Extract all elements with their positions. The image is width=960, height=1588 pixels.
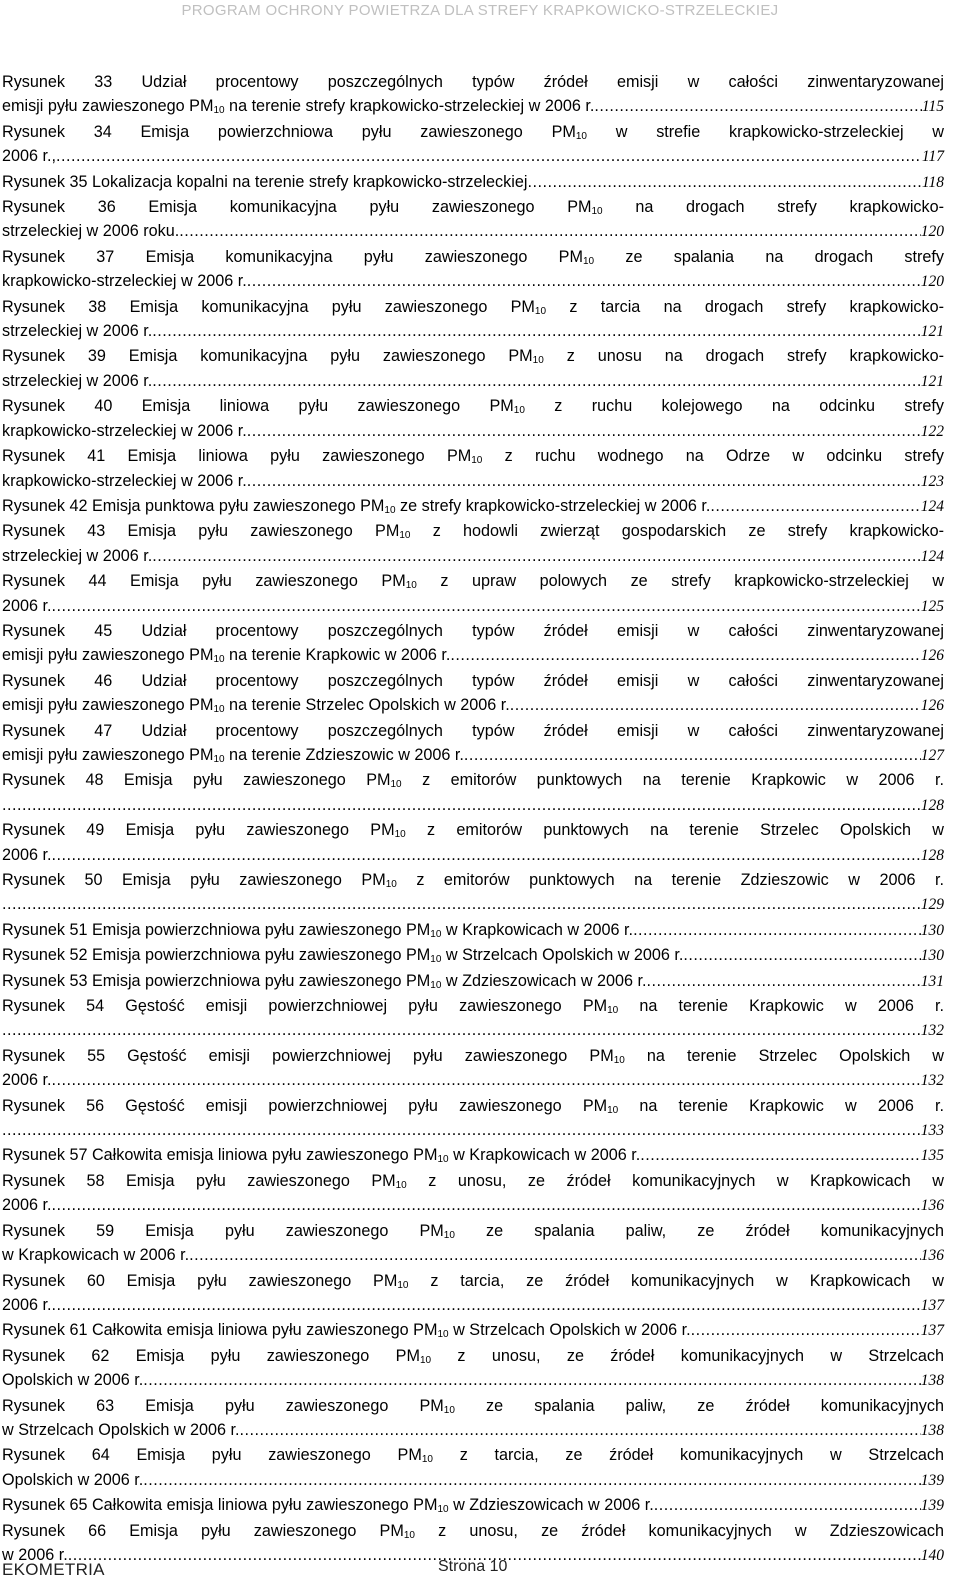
toc-entry[interactable] [2, 669, 944, 719]
toc-entry-text: Rysunek 53 Emisja powierzchniowa pyłu zawieszonego $PM_{10}$ w Zdzieszowicach w 2006 r. [2, 971, 647, 991]
toc-entry-text: 2006 r. [2, 596, 52, 615]
toc-page-number: 126 [920, 697, 944, 715]
toc-entry-line: Rysunek 50 Emisja pyłu zawieszonego $PM_{10}$ z emitorów punktowych na terenie Zdzieszowic w 2006 r. [2, 871, 945, 890]
toc-entry-line: Rysunek 55 Gęstość emisji powierzchniowej pyłu zawieszonego $PM_{10}$ na terenie Strzelec Opolskich w [2, 1046, 944, 1066]
toc-entry[interactable] [2, 295, 944, 345]
toc-entry-text: Opolskich w 2006 r. [2, 1371, 144, 1390]
toc-entry-line [2, 793, 944, 818]
toc-entry-line [2, 1418, 944, 1443]
toc-entry-line [2, 1018, 944, 1043]
toc-entry-line [2, 419, 944, 444]
toc-page-number: 136 [920, 1247, 944, 1265]
dot-leader [189, 1243, 921, 1267]
toc-page-number: 121 [920, 372, 944, 390]
toc-page-number: 137 [920, 1296, 944, 1314]
toc-entry[interactable] [2, 519, 944, 569]
toc-entry-line [2, 843, 944, 868]
dot-leader [247, 419, 921, 443]
toc-entry-line: Rysunek 58 Emisja pyłu zawieszonego $PM_{10}$ z unosu, ze źródeł komunikacyjnych w Krapkowicach w [2, 1171, 944, 1191]
toc-entry-line [2, 1193, 944, 1218]
toc-entry-line: Rysunek 41 Emisja liniowa pyłu zawieszonego $PM_{10}$ z ruchu wodnego na Odrze w odcinku strefy [2, 447, 944, 467]
toc-entry-line [2, 969, 944, 994]
toc-page-number: 140 [920, 1546, 944, 1564]
dot-leader [56, 144, 922, 168]
toc-page-number: 115 [921, 98, 944, 116]
toc-entry-line [2, 892, 944, 917]
toc-page-number: 122 [920, 422, 944, 440]
toc-entry-text: Rysunek 61 Całkowita emisja liniowa pyłu zawieszonego $PM_{10}$ w Strzelcach Opolskich w 2006 r. [2, 1321, 691, 1341]
toc-entry-text: strzeleckiej w 2006 r. [2, 546, 153, 565]
toc-entry-line [2, 918, 944, 943]
footer-company: EKOMETRIA [2, 1560, 105, 1579]
toc-entry-line [2, 1243, 944, 1268]
toc-entry-line [2, 170, 944, 195]
toc-entry[interactable] [2, 1394, 944, 1444]
toc-page-number: 129 [920, 896, 944, 914]
toc-entry-line [2, 1068, 944, 1093]
toc-entry[interactable] [2, 245, 944, 295]
toc-entry-text: strzeleckiej w 2006 r. [2, 371, 153, 390]
dot-leader [527, 170, 921, 194]
dot-leader [691, 1318, 921, 1342]
toc-entry-text: Rysunek 35 Lokalizacja kopalni na terenie strefy krapkowicko-strzeleckiej [2, 172, 528, 191]
list-of-figures [2, 70, 944, 1568]
toc-entry-line: Rysunek 48 Emisja pyłu zawieszonego $PM_{10}$ z emitorów punktowych na terenie Krapkowic w 2006 r. [2, 771, 944, 791]
toc-entry[interactable] [2, 344, 944, 394]
dot-leader [710, 494, 920, 518]
toc-entry-text: Rysunek 42 Emisja punktowa pyłu zawieszonego $PM_{10}$ ze strefy krapkowicko-strzeleckiej w 2006 r. [2, 496, 711, 516]
toc-page-number: 124 [920, 547, 944, 565]
toc-entry-line [2, 1118, 944, 1143]
dot-leader [52, 1193, 921, 1217]
toc-entry[interactable] [2, 120, 944, 170]
toc-entry-line [2, 643, 944, 668]
toc-page-number: 135 [920, 1147, 944, 1165]
toc-entry-line [2, 369, 944, 394]
toc-entry-text: 2006 r. [2, 1295, 52, 1314]
dot-leader [450, 643, 920, 667]
dot-leader [152, 369, 921, 393]
toc-entry-text: 2006 r. [2, 1071, 52, 1090]
toc-entry-text: emisji pyłu zawieszonego $PM_{10}$ na terenie Strzelec Opolskich w 2006 r. [2, 696, 510, 716]
toc-entry-line [2, 1493, 944, 1518]
toc-page-number: 123 [920, 472, 944, 490]
toc-entry[interactable] [2, 1169, 944, 1219]
toc-entry-line [2, 1468, 944, 1493]
toc-entry[interactable] [2, 818, 944, 868]
toc-page-number: 137 [920, 1322, 944, 1340]
toc-entry-line: Rysunek 49 Emisja pyłu zawieszonego $PM_{10}$ z emitorów punktowych na terenie Strzelec Opolskich w [2, 821, 945, 841]
dot-leader [152, 544, 921, 568]
toc-entry-line: Rysunek 34 Emisja powierzchniowa pyłu zawieszonego $PM_{10}$ w strefie krapkowicko-strzeleckiej w [2, 122, 944, 142]
toc-entry-text: Rysunek 51 Emisja powierzchniowa pyłu zawieszonego $PM_{10}$ w Krapkowicach w 2006 r. [2, 920, 634, 940]
toc-entry-line: Rysunek 54 Gęstość emisji powierzchniowej pyłu zawieszonego $PM_{10}$ na terenie Krapkowic w 2006 r. [2, 997, 944, 1017]
dot-leader [179, 219, 921, 243]
toc-entry-line: Rysunek 43 Emisja pyłu zawieszonego $PM_{10}$ z hodowli zwierząt gospodarskich ze strefy krapkowicko- [2, 522, 945, 542]
toc-page-number: 121 [920, 323, 944, 341]
toc-entry-text: Rysunek 65 Całkowita emisja liniowa pyłu zawieszonego $PM_{10}$ w Zdzieszowicach w 2006 r. [2, 1496, 654, 1516]
toc-entry-line: Rysunek 44 Emisja pyłu zawieszonego $PM_{10}$ z upraw polowych ze strefy krapkowicko-strzeleckiej w [2, 572, 945, 592]
toc-entry-text: w 2006 r. [2, 1545, 68, 1564]
toc-entry[interactable] [2, 1143, 944, 1168]
dot-leader [2, 793, 921, 817]
toc-entry-text: krapkowicko-strzeleckiej w 2006 r. [2, 471, 247, 490]
footer-page-number: Strona 10 [438, 1558, 508, 1575]
dot-leader [683, 943, 920, 967]
toc-entry-line [2, 94, 944, 119]
toc-entry[interactable] [2, 619, 944, 669]
toc-entry[interactable] [2, 70, 944, 120]
dot-leader [247, 269, 921, 293]
running-header: PROGRAM OCHRONY POWIETRZA DLA STREFY KRAPKOWICKO-STRZELECKIEJ [181, 2, 779, 19]
toc-entry-line [2, 469, 944, 494]
toc-entry-line [2, 943, 944, 968]
toc-entry[interactable] [2, 1044, 944, 1094]
toc-entry-text: w Strzelcach Opolskich w 2006 r. [2, 1420, 240, 1439]
toc-entry-text: emisji pyłu zawieszonego $PM_{10}$ na terenie strefy krapkowicko-strzeleckiej w 2006 r. [2, 97, 595, 117]
toc-page-number: 130 [920, 947, 944, 965]
dot-leader [594, 94, 922, 118]
dot-leader [52, 1068, 921, 1092]
toc-entry-line [2, 1318, 944, 1343]
toc-entry-line: Rysunek 60 Emisja pyłu zawieszonego $PM_{10}$ z tarcia, ze źródeł komunikacyjnych w Krapkowicach w [2, 1271, 944, 1291]
dot-leader [143, 1368, 920, 1392]
toc-entry-line [2, 743, 944, 768]
toc-page-number: 133 [920, 1122, 944, 1140]
toc-entry[interactable] [2, 1443, 944, 1493]
dot-leader [640, 1143, 921, 1167]
toc-entry[interactable] [2, 868, 944, 918]
toc-entry[interactable] [2, 719, 944, 769]
dot-leader [510, 693, 921, 717]
toc-entry-line [2, 494, 944, 519]
toc-entry-line [2, 144, 944, 169]
dot-leader [633, 918, 921, 942]
toc-entry-text: 2006 r., [2, 147, 56, 166]
toc-entry-line: Rysunek 66 Emisja pyłu zawieszonego $PM_{10}$ z unosu, ze źródeł komunikacyjnych w Zdzieszowicach [2, 1521, 945, 1541]
dot-leader [654, 1493, 921, 1517]
dot-leader [2, 1018, 921, 1042]
toc-entry-line [2, 544, 944, 569]
toc-entry-text: krapkowicko-strzeleckiej w 2006 r. [2, 272, 247, 291]
toc-entry-line: Rysunek 56 Gęstość emisji powierzchniowej pyłu zawieszonego $PM_{10}$ na terenie Krapkowic w 2006 r. [2, 1096, 944, 1116]
toc-page-number: 117 [921, 148, 944, 166]
toc-entry-text: Rysunek 52 Emisja powierzchniowa pyłu zawieszonego $PM_{10}$ w Strzelcach Opolskich w 2006 r. [2, 946, 684, 966]
toc-entry-line [2, 1368, 944, 1393]
toc-entry[interactable] [2, 195, 944, 245]
toc-page-number: 131 [920, 972, 944, 990]
toc-entry-line [2, 594, 944, 619]
dot-leader [152, 319, 921, 343]
toc-page-number: 120 [920, 223, 944, 241]
toc-entry-text: 2006 r. [2, 1196, 52, 1215]
toc-entry-text: Rysunek 57 Całkowita emisja liniowa pyłu zawieszonego $PM_{10}$ w Krapkowicach w 2006 r. [2, 1146, 641, 1166]
toc-entry[interactable] [2, 444, 944, 494]
toc-entry-line: Rysunek 38 Emisja komunikacyjna pyłu zawieszonego $PM_{10}$ z tarcia na drogach strefy krapkowicko- [2, 297, 944, 317]
toc-page-number: 118 [921, 173, 944, 191]
dot-leader [143, 1468, 920, 1492]
toc-entry-line: Rysunek 36 Emisja komunikacyjna pyłu zawieszonego $PM_{10}$ na drogach strefy krapkowicko- [2, 198, 945, 218]
toc-page-number: 132 [920, 1072, 944, 1090]
toc-entry-line: Rysunek 46 Udział procentowy poszczególnych typów źródeł emisji w całości zinwentaryzowanej [2, 671, 944, 690]
toc-entry[interactable] [2, 1318, 944, 1343]
toc-page-number: 126 [920, 647, 944, 665]
dot-leader [52, 594, 921, 618]
toc-entry-line: Rysunek 47 Udział procentowy poszczególnych typów źródeł emisji w całości zinwentaryzowanej [2, 721, 944, 740]
toc-entry-line [2, 269, 944, 294]
toc-entry[interactable] [2, 170, 944, 195]
toc-entry[interactable] [2, 569, 944, 619]
toc-page-number: 136 [920, 1197, 944, 1215]
toc-page-number: 139 [920, 1497, 944, 1515]
dot-leader [2, 1118, 921, 1142]
toc-entry[interactable] [2, 768, 944, 818]
toc-entry-line [2, 1143, 944, 1168]
toc-entry-line: Rysunek 64 Emisja pyłu zawieszonego $PM_{10}$ z tarcia, ze źródeł komunikacyjnych w Strzelcach [2, 1446, 945, 1466]
toc-page-number: 128 [920, 846, 944, 864]
toc-page-number: 139 [920, 1471, 944, 1489]
toc-entry[interactable] [2, 994, 944, 1044]
toc-entry[interactable] [2, 1493, 944, 1518]
toc-entry[interactable] [2, 969, 944, 994]
toc-page-number: 128 [920, 796, 944, 814]
toc-entry-line: Rysunek 45 Udział procentowy poszczególnych typów źródeł emisji w całości zinwentaryzowanej [2, 621, 944, 640]
toc-entry-line: Rysunek 62 Emisja pyłu zawieszonego $PM_{10}$ z unosu, ze źródeł komunikacyjnych w Strzelcach [2, 1346, 944, 1366]
toc-page-number: 138 [920, 1421, 944, 1439]
toc-page-number: 130 [920, 921, 944, 939]
toc-entry[interactable] [2, 494, 944, 519]
toc-entry-line [2, 693, 944, 718]
dot-leader [52, 843, 921, 867]
dot-leader [2, 892, 921, 916]
toc-page-number: 125 [920, 597, 944, 615]
toc-entry-text: 2006 r. [2, 845, 52, 864]
toc-page-number: 124 [920, 497, 944, 515]
toc-entry-line [2, 219, 944, 244]
dot-leader [52, 1293, 921, 1317]
toc-entry[interactable] [2, 1269, 944, 1319]
dot-leader [647, 969, 921, 993]
toc-page-number: 132 [920, 1022, 944, 1040]
toc-entry-text: emisji pyłu zawieszonego $PM_{10}$ na terenie Krapkowic w 2006 r. [2, 646, 451, 666]
toc-entry-line [2, 319, 944, 344]
toc-entry-line: Rysunek 40 Emisja liniowa pyłu zawieszonego $PM_{10}$ z ruchu kolejowego na odcinku strefy [2, 397, 944, 417]
toc-entry-line: Rysunek 63 Emisja pyłu zawieszonego $PM_{10}$ ze spalania paliw, ze źródeł komunikacyjnych [2, 1396, 944, 1416]
toc-entry-line: Rysunek 33 Udział procentowy poszczególnych typów źródeł emisji w całości zinwentaryzowanej [2, 73, 944, 91]
toc-entry-line: Rysunek 37 Emisja komunikacyjna pyłu zawieszonego $PM_{10}$ ze spalania na drogach strefy [2, 247, 944, 267]
toc-entry[interactable] [2, 918, 944, 943]
toc-entry[interactable] [2, 394, 944, 444]
toc-page-number: 127 [920, 746, 944, 764]
dot-leader [240, 1418, 921, 1442]
toc-entry[interactable] [2, 943, 944, 968]
dot-leader [247, 469, 921, 493]
toc-page-number: 120 [920, 273, 944, 291]
toc-entry[interactable] [2, 1094, 944, 1144]
dot-leader [464, 743, 921, 767]
toc-entry-line: Rysunek 59 Emisja pyłu zawieszonego $PM_{10}$ ze spalania paliw, ze źródeł komunikacyjnych [2, 1221, 944, 1241]
toc-entry-text: emisji pyłu zawieszonego $PM_{10}$ na terenie Zdzieszowic w 2006 r. [2, 745, 464, 765]
toc-entry-text: Opolskich w 2006 r. [2, 1470, 144, 1489]
toc-entry-line [2, 1293, 944, 1318]
toc-entry-text: strzeleckiej w 2006 roku. [2, 222, 180, 241]
toc-entry-line: Rysunek 39 Emisja komunikacyjna pyłu zawieszonego $PM_{10}$ z unosu na drogach strefy krapkowicko- [2, 347, 945, 367]
toc-entry-text: krapkowicko-strzeleckiej w 2006 r. [2, 421, 247, 440]
toc-entry-text: w Krapkowicach w 2006 r. [2, 1246, 190, 1265]
toc-entry[interactable] [2, 1344, 944, 1394]
toc-page-number: 138 [920, 1372, 944, 1390]
toc-entry[interactable] [2, 1219, 944, 1269]
toc-entry-text: strzeleckiej w 2006 r. [2, 322, 153, 341]
